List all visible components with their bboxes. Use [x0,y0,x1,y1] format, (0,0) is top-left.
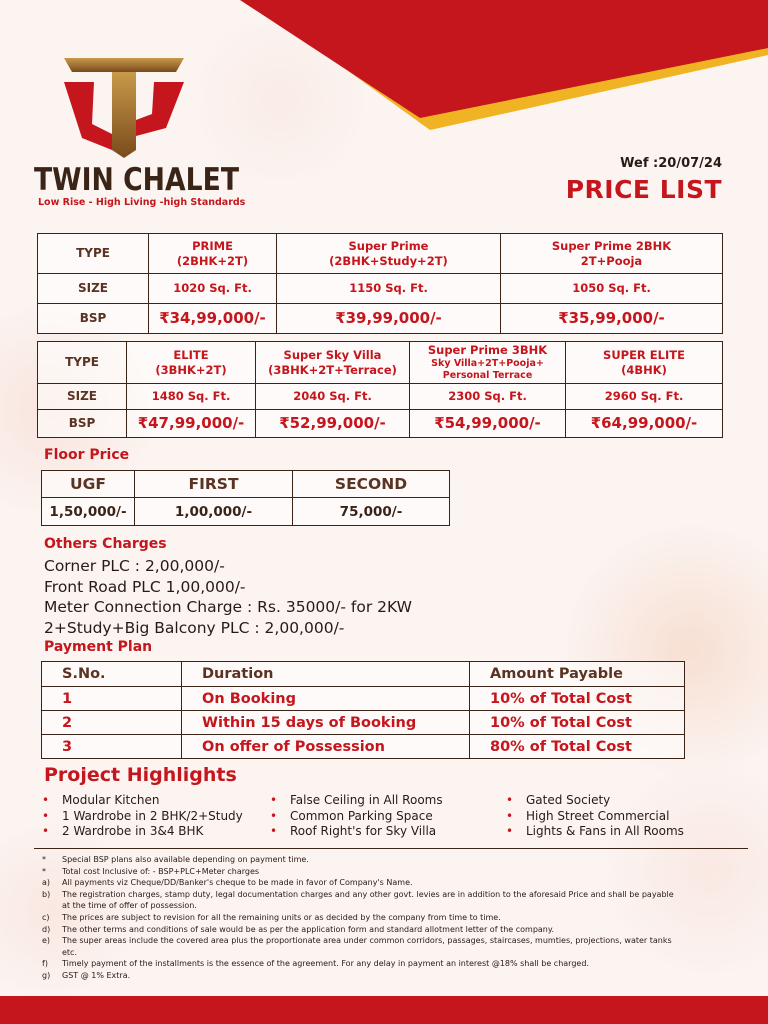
price-table-1 [37,233,723,334]
note-item: c) The prices are subject to revision for all the remaining units or as decided by the company from time to time. [42,912,501,922]
payment-header: Amount Payable [470,662,685,687]
highlight-item: • Common Parking Space [270,809,443,825]
highlights-column [270,793,443,840]
type-label: TYPE [38,342,127,384]
payment-amount: 80% of Total Cost [470,735,685,759]
page-title: PRICE LIST [565,175,722,204]
unit-header: ELITE (3BHK+2T) [127,342,256,384]
payment-plan-title: Payment Plan [44,639,153,655]
highlight-item: • Roof Right's for Sky Villa [270,824,443,840]
highlight-item: • False Ceiling in All Rooms [270,793,443,809]
note-item: d) The other terms and conditions of sale would be as per the application form and standard allotment letter of the company. [42,924,555,934]
unit-bsp: ₹35,99,000/- [501,304,723,334]
note-item: g) GST @ 1% Extra. [42,970,131,980]
payment-sno: 3 [42,735,182,759]
charge-line: 2+Study+Big Balcony PLC : 2,00,000/- [44,618,345,637]
size-label: SIZE [38,274,149,304]
floor-value: 75,000/- [293,498,450,526]
highlight-item: • 2 Wardrobe in 3&4 BHK [42,824,243,840]
highlight-item: • High Street Commercial [506,809,684,825]
note-item: * Total cost Inclusive of: - BSP+PLC+Meter charges [42,866,260,876]
price-table-2 [37,341,723,438]
unit-size: 1020 Sq. Ft. [149,274,277,304]
note-item: * Special BSP plans also available depending on payment time. [42,855,309,864]
payment-amount: 10% of Total Cost [470,711,685,735]
unit-size: 2040 Sq. Ft. [256,384,410,410]
payment-plan-table [41,661,685,759]
type-label: TYPE [38,234,149,274]
brand-name: TWIN CHALET [34,162,240,198]
floor-header: FIRST [135,471,293,498]
payment-duration: On offer of Possession [182,735,470,759]
highlight-item: • Lights & Fans in All Rooms [506,824,684,840]
unit-bsp: ₹47,99,000/- [127,410,256,438]
unit-size: 2960 Sq. Ft. [566,384,723,410]
unit-size: 1150 Sq. Ft. [277,274,501,304]
charge-line: Corner PLC : 2,00,000/- [44,557,225,575]
payment-amount: 10% of Total Cost [470,687,685,711]
bsp-label: BSP [38,304,149,334]
effective-date: Wef :20/07/24 [620,156,722,171]
unit-size: 1480 Sq. Ft. [127,384,256,410]
unit-bsp: ₹52,99,000/- [256,410,410,438]
charge-line: Front Road PLC 1,00,000/- [44,577,246,596]
payment-duration: Within 15 days of Booking [182,711,470,735]
payment-header: S.No. [42,662,182,687]
floor-header: UGF [42,471,135,498]
highlight-item: • 1 Wardrobe in 2 BHK/2+Study [42,809,243,825]
floor-price-title: Floor Price [44,447,130,463]
highlights-title: Project Highlights [44,764,237,786]
size-label: SIZE [38,384,127,410]
brand-tagline: Low Rise - High Living -high Standards [38,197,246,208]
highlights-column [42,793,243,840]
payment-sno: 2 [42,711,182,735]
footer-bar [0,996,768,1024]
bsp-label: BSP [38,410,127,438]
payment-duration: On Booking [182,687,470,711]
unit-header: Super Prime (2BHK+Study+2T) [277,234,501,274]
unit-size: 2300 Sq. Ft. [410,384,566,410]
twin-chalet-logo-icon [34,58,219,158]
floor-value: 1,50,000/- [42,498,135,526]
unit-bsp: ₹64,99,000/- [566,410,723,438]
other-charges-title: Others Charges [44,536,167,552]
note-item: a) All payments viz Cheque/DD/Banker's cheque to be made in favor of Company's Name. [42,878,413,888]
charge-line: Meter Connection Charge : Rs. 35000/- for 2KW [44,598,412,616]
floor-price-table [41,470,450,526]
divider [34,848,748,849]
unit-size: 1050 Sq. Ft. [501,274,723,304]
unit-bsp: ₹39,99,000/- [277,304,501,334]
highlight-item: • Gated Society [506,793,684,809]
unit-header: Super Prime 3BHK Sky Villa+2T+Pooja+ Personal Terrace [410,342,566,384]
unit-header: Super Prime 2BHK 2T+Pooja [501,234,723,274]
floor-value: 1,00,000/- [135,498,293,526]
note-item: f) Timely payment of the installments is the essence of the agreement. For any delay in payment an interest @18% shall be charged. [42,959,589,969]
payment-header: Duration [182,662,470,687]
note-item: e) The super areas include the covered area plus the proportionate area under common corridors, passages, staircases, mumties, projections, water tanks etc. [42,936,672,957]
floor-header: SECOND [293,471,450,498]
terms-notes [42,854,682,982]
highlights-column [506,793,684,840]
other-charges-list [44,556,412,638]
unit-header: SUPER ELITE (4BHK) [566,342,723,384]
unit-header: PRIME (2BHK+2T) [149,234,277,274]
unit-bsp: ₹54,99,000/- [410,410,566,438]
note-item: b) The registration charges, stamp duty, legal documentation charges and any other govt. levies are in addition to the aforesaid Price and shall be payable at the time of offer of possession. [42,889,674,911]
unit-header: Super Sky Villa (3BHK+2T+Terrace) [256,342,410,384]
payment-sno: 1 [42,687,182,711]
highlight-item: • Modular Kitchen [42,793,243,809]
unit-bsp: ₹34,99,000/- [149,304,277,334]
